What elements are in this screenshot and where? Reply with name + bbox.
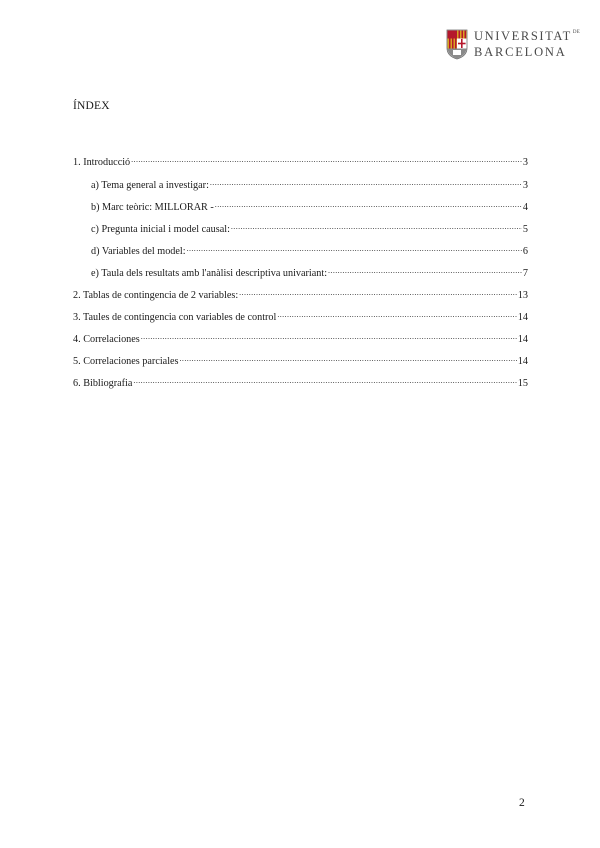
toc-entry-label: a) Tema general a investigar:	[91, 180, 209, 191]
toc-entry-page: 14	[517, 312, 528, 323]
toc-entry-label: c) Pregunta inicial i model causal:	[91, 224, 230, 235]
toc-entry-bibliografia[interactable]	[73, 375, 528, 389]
toc-leader-dots	[239, 287, 517, 298]
toc-entry-label: 3. Taules de contingencia con variables de control	[73, 312, 277, 323]
toc-entry-tablas-contingencia[interactable]	[73, 287, 528, 301]
toc-entry-introduccio[interactable]	[73, 154, 528, 168]
toc-leader-dots	[187, 243, 522, 254]
toc-leader-dots	[180, 353, 517, 364]
toc-entry-page: 4	[522, 202, 528, 213]
toc-entry-page: 3	[522, 157, 528, 168]
toc-entry-label: 2. Tablas de contingencia de 2 variables:	[73, 290, 239, 301]
logo-text-de: DE	[572, 30, 581, 35]
toc-entry-label: d) Variables del model:	[91, 246, 186, 257]
toc-entry-label: 5. Correlaciones parciales	[73, 356, 179, 367]
toc-entry-taules-control[interactable]	[73, 309, 528, 323]
toc-leader-dots	[131, 154, 522, 165]
toc-entry-pregunta-inicial[interactable]	[73, 221, 528, 235]
toc-entry-taula-resultats[interactable]	[73, 265, 528, 279]
toc-entry-page: 13	[517, 290, 528, 301]
toc-entry-label: 4. Correlaciones	[73, 334, 140, 345]
toc-entry-marc-teoric[interactable]	[73, 199, 528, 213]
table-of-contents	[73, 154, 528, 389]
toc-entry-page: 14	[517, 356, 528, 367]
index-heading: ÍNDEX	[73, 100, 110, 112]
toc-entry-page: 3	[522, 180, 528, 191]
university-crest-icon	[446, 28, 468, 60]
toc-entry-page: 6	[522, 246, 528, 257]
logo-text-barcelona: BARCELONA	[474, 44, 567, 59]
university-logo	[446, 26, 581, 62]
toc-entry-correlaciones[interactable]	[73, 331, 528, 345]
toc-leader-dots	[215, 199, 522, 210]
toc-entry-variables-model[interactable]	[73, 243, 528, 257]
toc-entry-label: 1. Introducció	[73, 157, 131, 168]
toc-entry-label: b) Marc teòric: MILLORAR -	[91, 202, 214, 213]
toc-entry-page: 5	[522, 224, 528, 235]
logo-text-universitat: UNIVERSITAT	[474, 29, 572, 43]
toc-leader-dots	[277, 309, 516, 320]
toc-entry-page: 15	[517, 378, 528, 389]
toc-entry-page: 14	[517, 334, 528, 345]
toc-leader-dots	[210, 177, 522, 188]
page-number: 2	[519, 797, 525, 809]
toc-entry-label: 6. Bibliografia	[73, 378, 133, 389]
toc-leader-dots	[231, 221, 522, 232]
toc-entry-page: 7	[522, 268, 528, 279]
toc-entry-tema-general[interactable]	[73, 177, 528, 191]
toc-leader-dots	[328, 265, 522, 276]
toc-entry-label: e) Taula dels resultats amb l'anàlisi descriptiva univariant:	[91, 268, 328, 279]
toc-leader-dots	[133, 375, 516, 386]
toc-entry-correlaciones-parciales[interactable]	[73, 353, 528, 367]
toc-leader-dots	[141, 331, 517, 342]
